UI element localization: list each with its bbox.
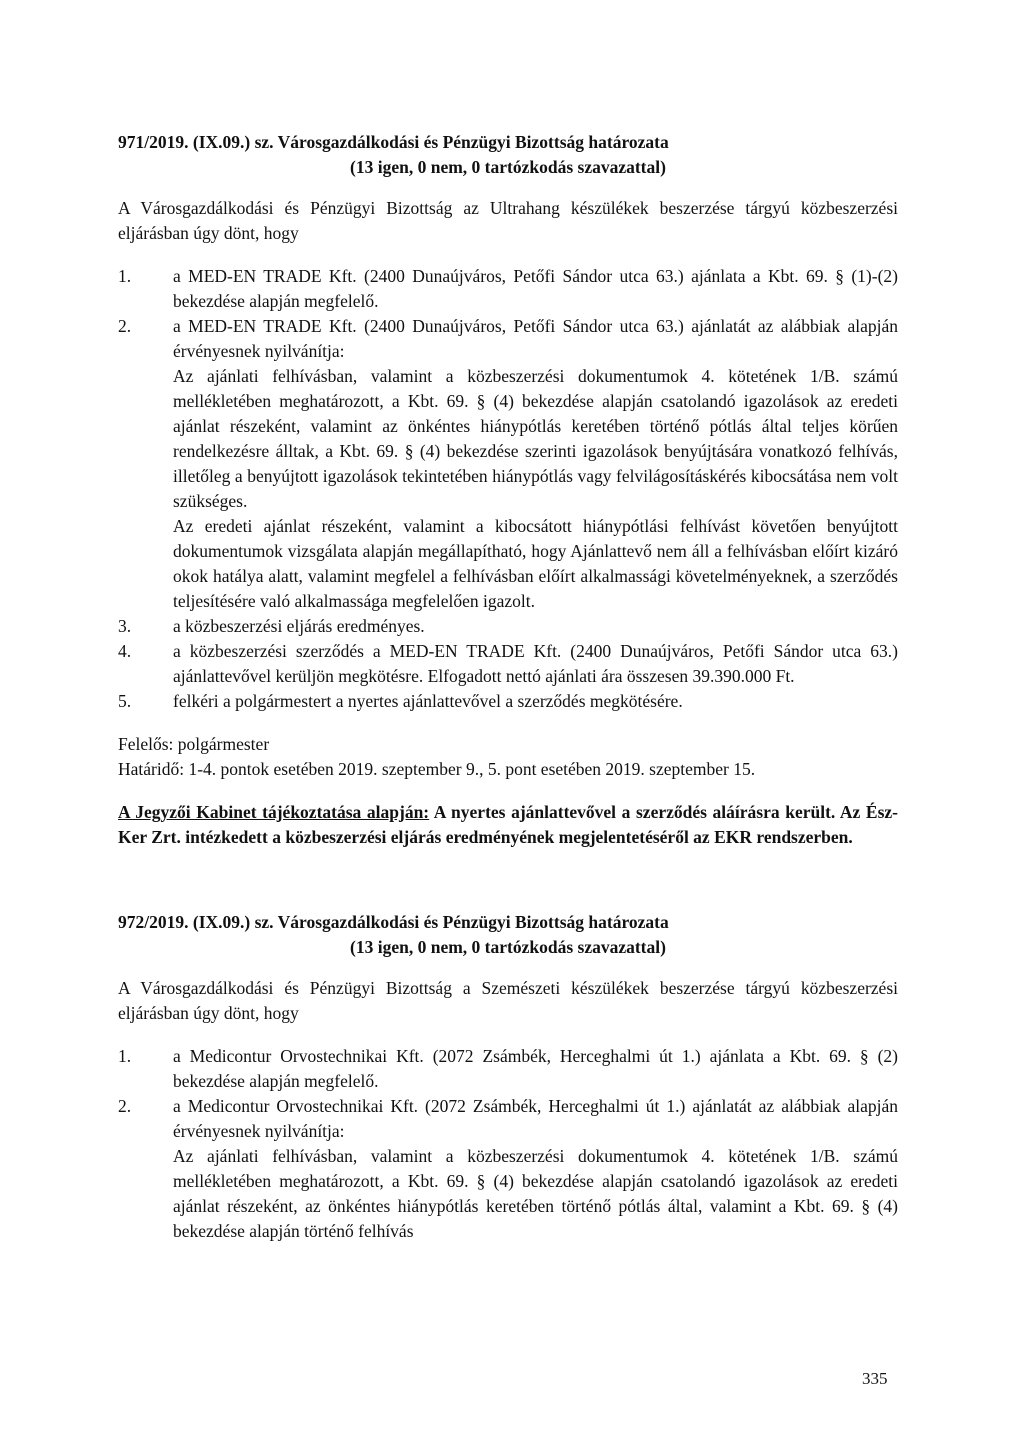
list-item-paragraph: Az eredeti ajánlat részeként, valamint a kibocsátott hiánypótlási felhívást követően benyújtott dokumentumok vizsgálata alapján megállapítható, hogy Ajánlattevő nem áll a felhívásban előírt kizáró okok hatálya alatt, valamint megfelel a felhívásban előírt alkalmassági követelményeknek, a szerződés teljesítésére való alkalmassága megfelelően igazolt.: [173, 516, 898, 611]
decision-items: [118, 264, 898, 714]
deadline-line: Határidő: 1-4. pontok esetében 2019. szeptember 9., 5. pont esetében 2019. szeptember 15.: [118, 759, 756, 779]
list-item-paragraph: Az ajánlati felhívásban, valamint a közbeszerzési dokumentumok 4. kötetének 1/B. számú mellékletében meghatározott, a Kbt. 69. § (4) bekezdése alapján csatolandó igazolások az eredeti ajánlat részeként, valamint az önkéntes hiánypótlás keretében történő pótlás által teljes körűen rendelkezésre álltak, a Kbt. 69. § (4) bekezdése szerinti igazolások benyújtására vonatkozó felhívás, illetőleg a benyújtott igazolások tekintetében hiánypótlás vagy felvilágosításkérés kibocsátása nem volt szükséges.: [173, 366, 898, 511]
cabinet-info: [118, 800, 898, 850]
decision-intro: A Városgazdálkodási és Pénzügyi Bizottság az Ultrahang készülékek beszerzése tárgyú közbeszerzési eljárásban úgy dönt, hogy: [118, 198, 898, 243]
list-item-paragraph: a közbeszerzési szerződés a MED-EN TRADE Kft. (2400 Dunaújváros, Petőfi Sándor utca 63.) ajánlattevővel kerüljön megkötésre. Elfogadott nettó ajánlati ára összesen 39.390.000 Ft.: [173, 641, 898, 686]
decision-971: [118, 130, 898, 850]
list-item-number: 4.: [118, 641, 132, 661]
list-item-body: [173, 614, 898, 639]
list-item-number: 5.: [118, 691, 132, 711]
decision-title-line1: 972/2019. (IX.09.) sz. Városgazdálkodási és Pénzügyi Bizottság határozata: [118, 912, 669, 932]
list-item-body: [173, 639, 898, 689]
list-item-number: 1.: [118, 1046, 132, 1066]
list-item: [118, 639, 898, 689]
list-item-body: [173, 1094, 898, 1244]
list-item-body: [173, 1044, 898, 1094]
decision-972: [118, 910, 898, 1244]
list-item-paragraph: Az ajánlati felhívásban, valamint a közbeszerzési dokumentumok 4. kötetének 1/B. számú mellékletében meghatározott, a Kbt. 69. § (4) bekezdése alapján csatolandó igazolások az eredeti ajánlat részeként, az önkéntes hiánypótlás keretében történő pótlás által, valamint a Kbt. 69. § (4) bekezdése alapján történő felhívás: [173, 1146, 898, 1241]
decision-vote-line: (13 igen, 0 nem, 0 tartózkodás szavazattal): [350, 937, 666, 957]
list-item-paragraph: a MED-EN TRADE Kft. (2400 Dunaújváros, Petőfi Sándor utca 63.) ajánlatát az alábbiak alapján érvényesnek nyilvánítja:: [173, 316, 898, 361]
list-item-paragraph: a közbeszerzési eljárás eredményes.: [173, 616, 425, 636]
list-item-paragraph: felkéri a polgármestert a nyertes ajánlattevővel a szerződés megkötésére.: [173, 691, 683, 711]
list-item-paragraph: a Medicontur Orvostechnikai Kft. (2072 Zsámbék, Herceghalmi út 1.) ajánlatát az alábbiak alapján érvényesnek nyilvánítja:: [173, 1096, 898, 1141]
list-item-number: 3.: [118, 616, 132, 636]
list-item-paragraph: a MED-EN TRADE Kft. (2400 Dunaújváros, Petőfi Sándor utca 63.) ajánlata a Kbt. 69. § (1)-(2) bekezdése alapján megfelelő.: [173, 266, 898, 311]
decision-title: [118, 910, 898, 960]
list-item: [118, 264, 898, 314]
responsible-line: Felelős: polgármester: [118, 734, 270, 754]
document-page: [118, 130, 898, 1244]
list-item: [118, 614, 898, 639]
decision-intro: A Városgazdálkodási és Pénzügyi Bizottság a Szemészeti készülékek beszerzése tárgyú közbeszerzési eljárásban úgy dönt, hogy: [118, 978, 898, 1023]
list-item: [118, 1094, 898, 1244]
list-item-number: 2.: [118, 316, 132, 336]
list-item-body: [173, 689, 898, 714]
list-item-body: [173, 264, 898, 314]
list-item-paragraph: a Medicontur Orvostechnikai Kft. (2072 Zsámbék, Herceghalmi út 1.) ajánlata a Kbt. 69. § (2) bekezdése alapján megfelelő.: [173, 1046, 898, 1091]
responsibility-block: [118, 732, 898, 782]
decision-title: [118, 130, 898, 180]
list-item: [118, 1044, 898, 1094]
page-number: 335: [862, 1369, 888, 1388]
decision-items: [118, 1044, 898, 1244]
decision-title-line1: 971/2019. (IX.09.) sz. Városgazdálkodási és Pénzügyi Bizottság határozata: [118, 132, 669, 152]
list-item: [118, 689, 898, 714]
cabinet-info-label: A Jegyzői Kabinet tájékoztatása alapján:: [118, 802, 430, 822]
list-item-number: 2.: [118, 1096, 132, 1116]
list-item-number: 1.: [118, 266, 132, 286]
decision-vote-line: (13 igen, 0 nem, 0 tartózkodás szavazattal): [350, 157, 666, 177]
cabinet-info-text: A nyertes ajánlattevővel a szerződés aláírásra került. Az Ész-Ker Zrt. intézkedett a közbeszerzési eljárás eredményének megjelentetéséről az EKR rendszerben.: [118, 802, 898, 847]
list-item: [118, 314, 898, 614]
list-item-body: [173, 314, 898, 614]
